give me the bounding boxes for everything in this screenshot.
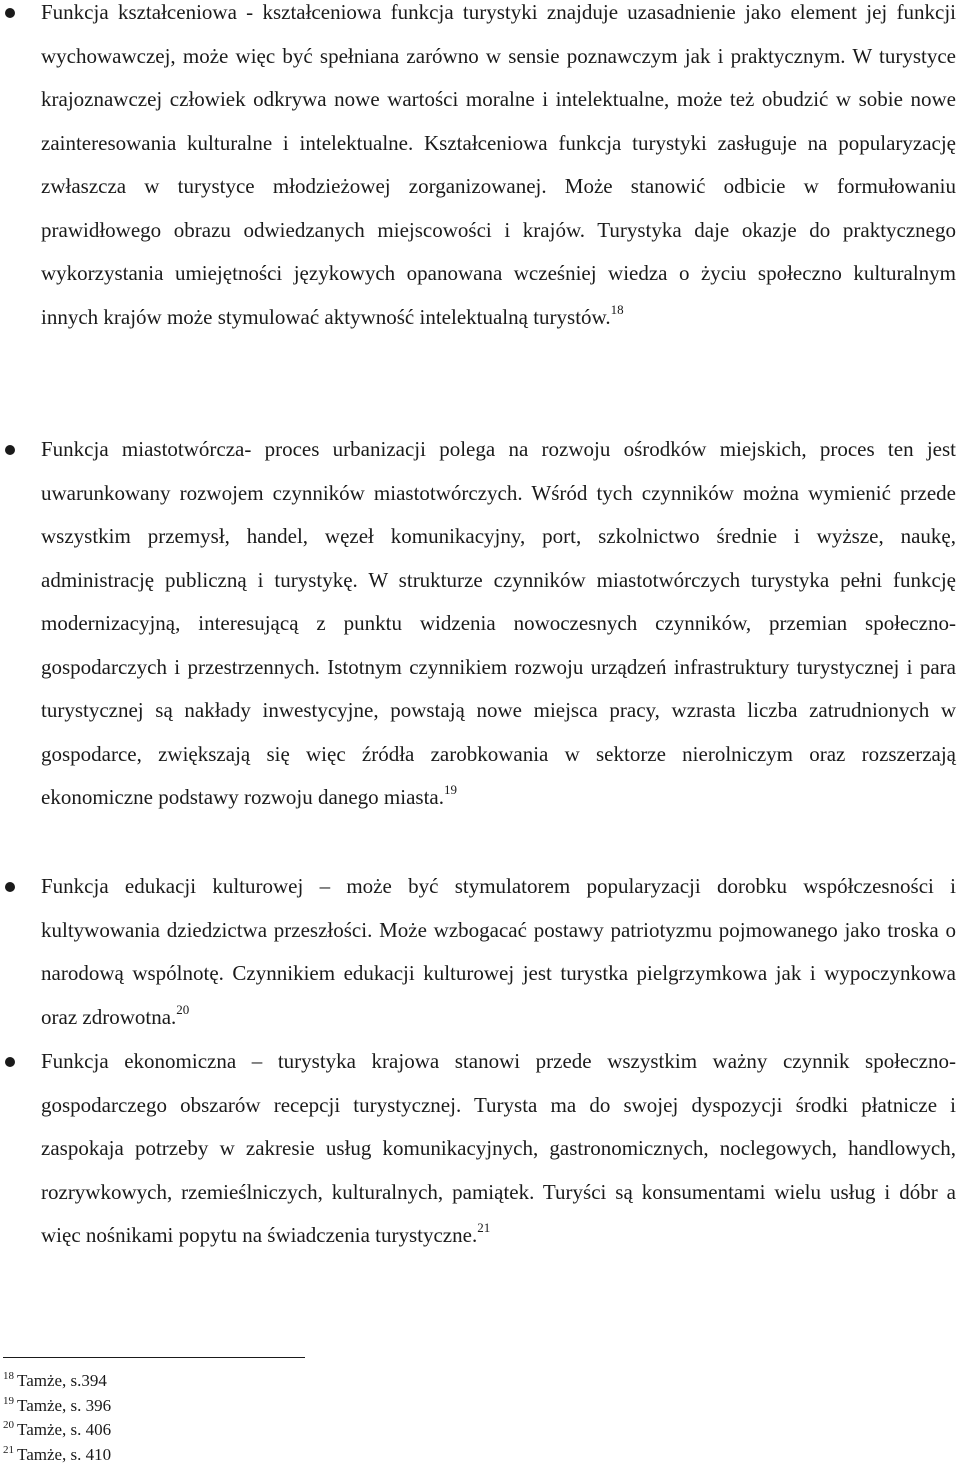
footnote-number: 18: [3, 1370, 14, 1382]
paragraph-text: Funkcja edukacji kulturowej – może być stymulatorem popularyzacji dorobku współczesności i kultywowania dziedzictwa przeszłości. Może wzbogacać postawy patriotyzmu pojmowanego jako troska o narodową wspólnotę. Czynnikiem edukacji kulturowej jest turystka pielgrzymkowa jak i wypoczynkowa oraz zdrowotna.: [41, 874, 956, 1029]
footnote-text: Tamże, s.394: [17, 1371, 107, 1390]
list-item: [0, 865, 960, 1039]
footnote-number: 21: [3, 1443, 14, 1456]
paragraph-text: Funkcja miastotwórcza- proces urbanizacji polega na rozwoju ośrodków miejskich, proces ten jest uwarunkowany rozwojem czynników miastotwórczych. Wśród tych czynników można wymienić przede wszystkim przemysł, handel, węzeł komunikacyjny, port, szkolnictwo średnie i wyższe, naukę, administrację publiczną i turystykę. W strukturze czynników miastotwórczych turystyka pełni funkcję modernizacyjną, interesującą z punktu widzenia nowoczesnych czynników, przemian społeczno-gospodarczych i przestrzennych. Istotnym czynnikiem rozwoju urządzeń infrastruktury turystycznej i para turystycznej są nakłady inwestycyjne, powstają nowe miejsca pracy, wzrasta liczba zatrudnionych w gospodarce, zwiększają się więc źródła zarobkowania w sektorze nierolniczym oraz rozszerzają ekonomiczne podstawy rozwoju danego miasta.: [41, 437, 956, 809]
paragraph-text: Funkcja ekonomiczna – turystyka krajowa stanowi przede wszystkim ważny czynnik społeczno-gospodarczego obszarów recepcji turystycznej. Turysta ma do swojej dyspozycji środki płatnicze i zaspokaja potrzeby w zakresie usług komunikacyjnych, gastronomicznych, noclegowych, handlowych, rozrywkowych, rzemieślniczych, kulturalnych, pamiątek. Turyści są konsumentami wielu usług i dóbr a więc nośnikami popytu na świadczenia turystyczne.: [41, 1049, 956, 1247]
list-item: [0, 428, 960, 820]
footnote-reference[interactable]: 18: [610, 301, 624, 317]
footnote-separator: [3, 1357, 305, 1358]
footnote-text: Tamże, s. 410: [17, 1444, 112, 1464]
bullet-icon: [5, 8, 15, 18]
footnote: [3, 1394, 503, 1419]
footnote: [3, 1369, 503, 1394]
list-item: [0, 1040, 960, 1258]
footnote-text: Tamże, s. 396: [17, 1395, 112, 1415]
footnote-number: 20: [3, 1419, 14, 1431]
footnotes: [3, 1369, 503, 1467]
bullet-icon: [5, 445, 15, 455]
bullet-icon: [5, 882, 15, 892]
footnote-reference[interactable]: 19: [443, 782, 457, 797]
footnote-number: 19: [3, 1394, 14, 1407]
footnote: [3, 1418, 503, 1443]
list-item: [0, 0, 960, 339]
paragraph-text: Funkcja kształceniowa - kształceniowa funkcja turystyki znajduje uzasadnienie jako element jej funkcji wychowawczej, może więc być spełniana zarówno w sensie poznawczym jak i praktycznym. W turystyce krajoznawczej człowiek odkrywa nowe wartości moralne i intelektualne, może też obudzić w sobie nowe zainteresowania kulturalne i intelektualne. Kształceniowa funkcja turystyki zasługuje na popularyzację zwłaszcza w turystyce młodzieżowej zorganizowanej. Może stanowić odbicie w formułowaniu prawidłowego obrazu odwiedzanych miejscowości i krajów. Turystyka daje okazje do praktycznego wykorzystania umiejętności językowych opanowana wcześniej wiedza o życiu społeczno kulturalnym innych krajów może stymulować aktywność intelektualną turystów.: [41, 0, 956, 329]
bullet-icon: [5, 1057, 15, 1067]
footnote-reference[interactable]: 20: [176, 1001, 190, 1017]
footnote-text: Tamże, s. 406: [17, 1420, 112, 1439]
footnote: [3, 1443, 503, 1468]
footnote-reference[interactable]: 21: [477, 1220, 491, 1235]
